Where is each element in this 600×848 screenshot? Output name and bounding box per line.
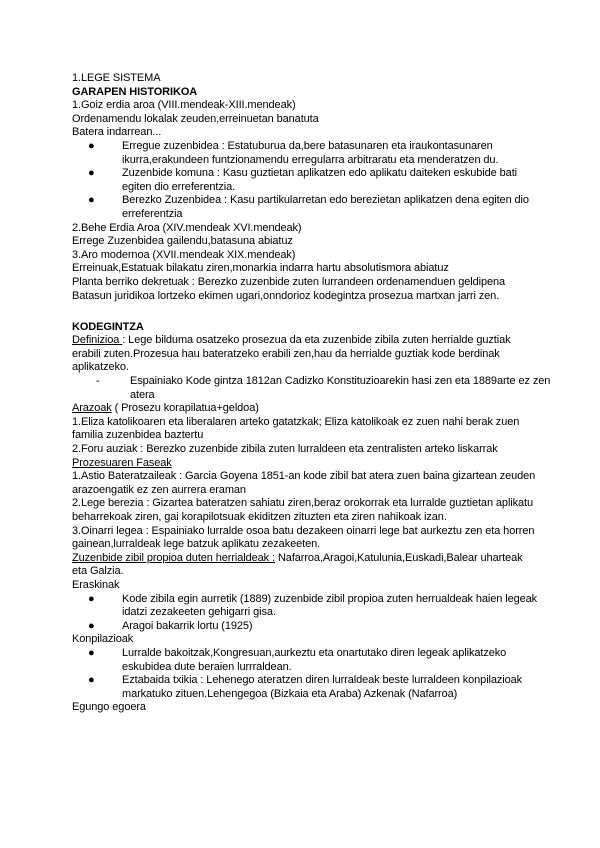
bullet-icon: ● xyxy=(88,619,95,632)
paragraph: Eraskinak xyxy=(72,578,120,591)
paragraph: Konpilazioak xyxy=(72,633,134,646)
bullet-icon: ● xyxy=(88,167,95,180)
paragraph: 3.Aro modernoa (XVII.mendeak XIX.mendeak) xyxy=(72,248,296,261)
list-item xyxy=(88,593,548,620)
bullet-icon: ● xyxy=(88,646,95,659)
bullet-icon: ● xyxy=(88,674,95,687)
paragraph-text: : Lege bilduma osatzeko prosezua da eta zuzenbide zibila zuten herrialde guztiak erabili zuten.Prozesua hau bateratzeko erabili zen,hau da herrialde guztiak kode berdinak aplikatzeko. xyxy=(72,334,511,374)
paragraph: 2.Lege berezia : Gizartea bateratzen sahiatu ziren,beraz orokorrak eta lurralde guztietan aplikatu beharrekoak ziren, gai korapilotsuak ekiditzen zituzten eta ziren nahikoak izan. xyxy=(72,497,534,523)
list-item-text: Eztabaida txikia : Lehenego ateratzen diren lurraldeak beste lurraldeen konpilazioak markatuko zituen.Lehengegoa (Bizkaia eta Araba) Azkenak (Nafarroa) xyxy=(122,674,523,700)
paragraph: 2.Foru auziak : Berezko zuzenbide zibila zuten lurraldeen eta zentralisten arteko liskarrak xyxy=(72,443,498,456)
list-item-text: Berezko Zuzenbidea : Kasu partikularretan edo berezietan aplikatzen dena egiten dio erreferentzia xyxy=(122,194,529,220)
section-title-garapen: GARAPEN HISTORIKOA xyxy=(72,85,198,98)
paragraph xyxy=(72,402,540,416)
paragraph: 1.Goiz erdia aroa (VIII.mendeak-XIII.mendeak) xyxy=(72,99,296,112)
list-item-text: Erregue zuzenbidea : Estatuburua da,bere batasunaren eta iraukontasunaren ikurra,erakundeen funtzionamendu erregularra arbitraratu eta menderatzen du. xyxy=(122,139,499,166)
section-title-kodegintza: KODEGINTZA xyxy=(72,320,144,333)
paragraph-text: Nafarroa,Aragoi,Katulunia,Euskadi,Balear uharteak eta Galzia. xyxy=(72,551,523,578)
bullet-icon: ● xyxy=(88,194,95,207)
paragraph: Errege Zuzenbidea gailendu,batasuna abiatuz xyxy=(72,235,293,248)
underlined-term: Arazoak xyxy=(72,402,112,415)
bullet-icon: ● xyxy=(88,592,95,605)
bullet-icon: ● xyxy=(88,139,95,152)
list-item xyxy=(88,674,548,701)
paragraph: Egungo egoera xyxy=(72,701,146,714)
list-item-text: Espainiako Kode gintza 1812an Cadizko Konstituzioarekin hasi zen eta 1889arte ez zen atera xyxy=(130,375,551,401)
paragraph: 3.Oinarri legea : Espainiako lurralde osoa batu dezakeen oinarri lege bat aurkeztu zen eta horren gainean,lurraldeak lege batzuk aplikatu zezakeeten. xyxy=(72,524,535,551)
paragraph: 1.Eliza katolikoaren eta liberalaren arteko gatatzkak; Eliza katolikoak ez zuen nahi berak zuen familia zuzenbidea baztertu xyxy=(72,415,520,442)
doc-heading: 1.LEGE SISTEMA xyxy=(72,72,161,84)
list-item-text: Aragoi bakarrik lortu (1925) xyxy=(122,619,253,632)
paragraph: Erreinuak,Estatuak bilakatu ziren,monarkia indarra hartu absolutismora abiatuz xyxy=(72,262,449,275)
list-item xyxy=(88,620,548,634)
paragraph: 2.Behe Erdia Aroa (XIV.mendeak XVI.mendeak) xyxy=(72,221,302,234)
paragraph: 1.Astio Bateratzaileak : Garcia Goyena 1851-an kode zibil bat atera zuen baina gizartean zeuden arazoengatik ez zen aurrera eraman xyxy=(72,470,536,496)
list-item-text: Zuzenbide komuna : Kasu guztietan aplikatzen edo aplikatu daiteken eskubide bati egiten dio erreferentzia. xyxy=(122,167,517,193)
list-item-text: Kode zibila egin aurretik (1889) zuzenbide zibil propioa zuten herrualdeak haien legeak idatzi zezakeeten gehigarri gisa. xyxy=(122,592,538,619)
dash-icon: - xyxy=(96,375,100,388)
paragraph xyxy=(72,334,540,375)
list-item xyxy=(88,647,548,674)
paragraph: Planta berriko dekretuak : Berezko zuzenbide zuten lurrandeen ordenamenduen geldipena xyxy=(72,275,506,288)
list-item xyxy=(88,140,548,167)
list-item xyxy=(88,194,548,221)
paragraph: Ordenamendu lokalak zeuden,erreinuetan banatuta xyxy=(72,112,319,125)
underlined-term: Definizioa xyxy=(72,334,123,347)
list-item xyxy=(88,167,548,194)
underlined-term: Zuzenbide zibil propioa duten herrialdeak : xyxy=(72,551,275,564)
paragraph xyxy=(72,552,540,579)
list-item xyxy=(96,375,556,402)
list-item-text: Lurralde bakoitzak,Kongresuan,aurkeztu eta onartutako diren legeak aplikatzeko eskubidea dute beraien lurrraldean. xyxy=(122,646,507,673)
paragraph-text: ( Prosezu korapilatua+geldoa) xyxy=(111,402,259,415)
subheading-faseak: Prozesuaren Faseak xyxy=(72,456,172,469)
paragraph: Batasun juridikoa lortzeko ekimen ugari,onndorioz kodegintza prosezua martxan jarri zen. xyxy=(72,289,500,302)
paragraph: Batera indarrean... xyxy=(72,126,162,139)
